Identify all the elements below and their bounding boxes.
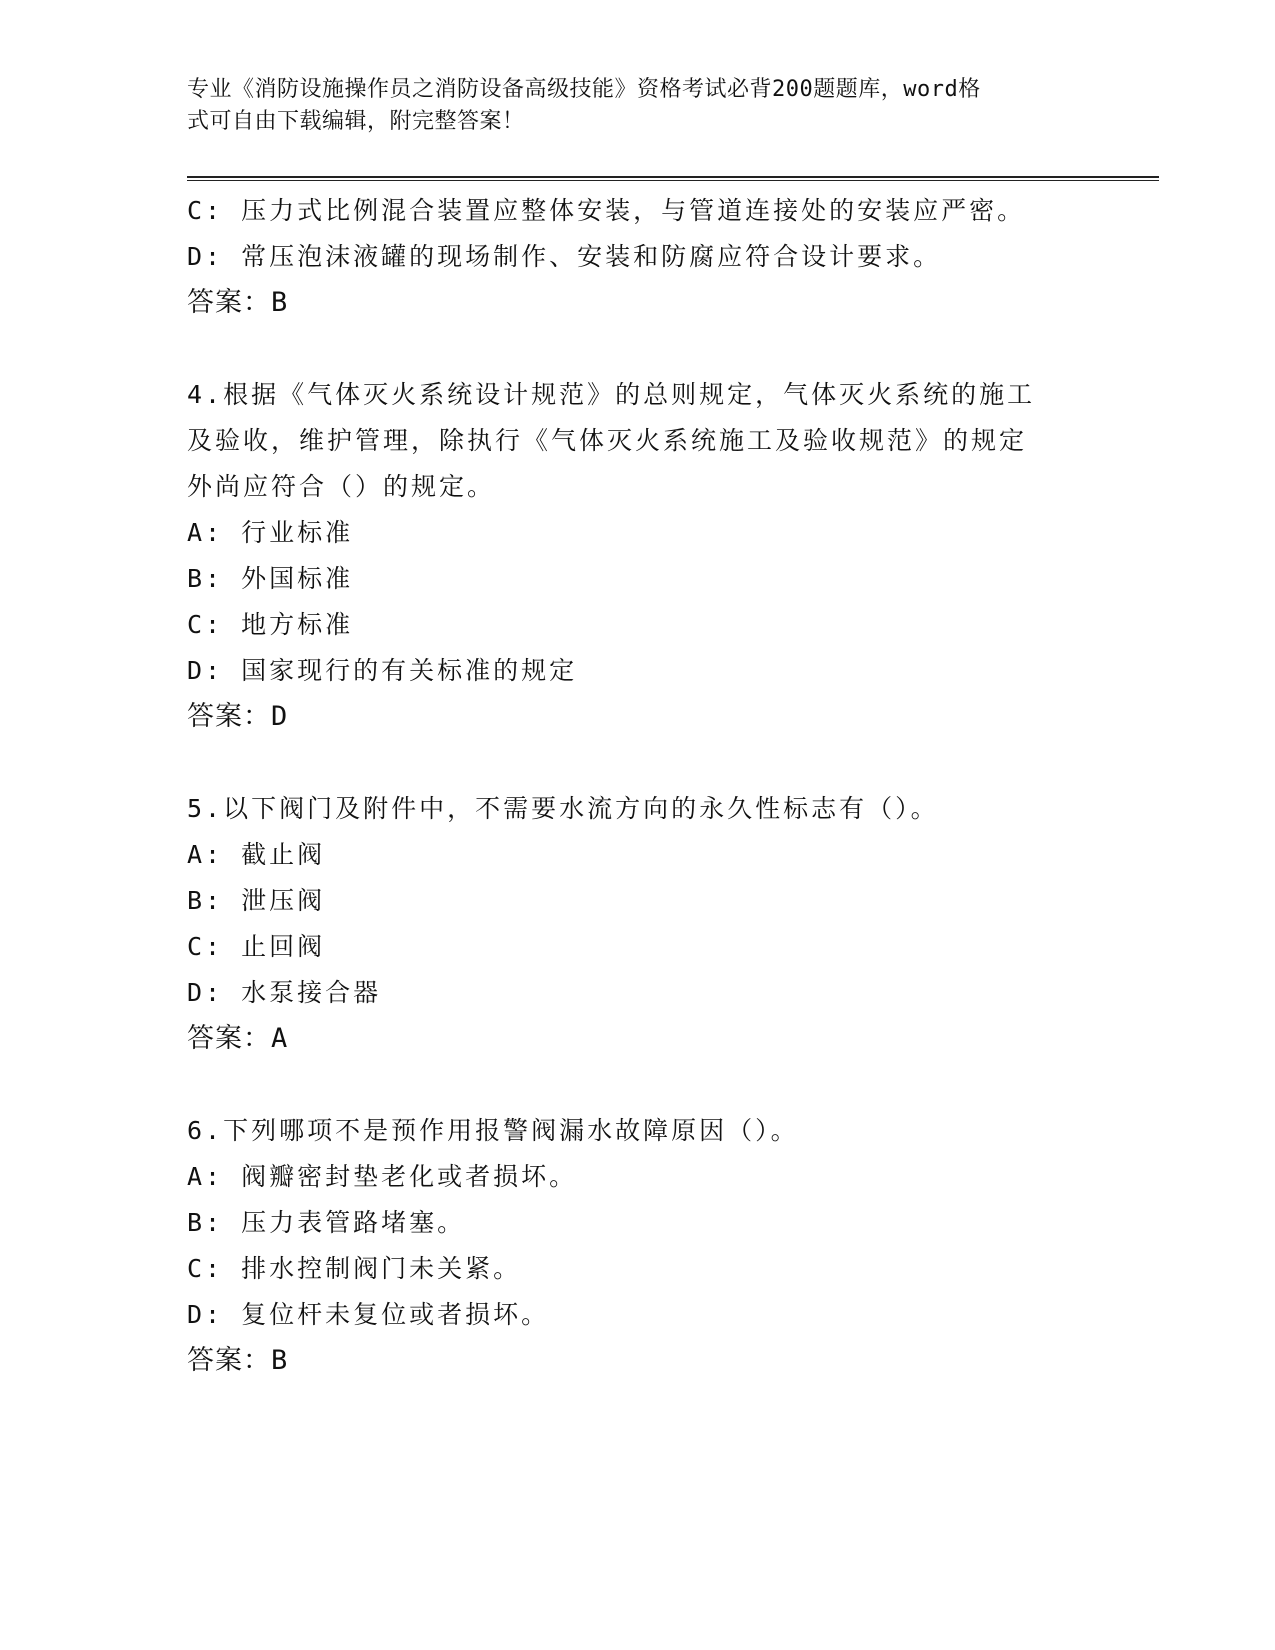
answer-label: 答案：D (187, 701, 289, 732)
option-a: A: 截止阀 (187, 840, 326, 869)
question-3-continued (187, 188, 1087, 326)
option-d: D: 常压泡沫液罐的现场制作、安装和防腐应符合设计要求。 (187, 242, 942, 271)
option-c: C: 地方标准 (187, 610, 354, 639)
answer-label: 答案：A (187, 1023, 289, 1054)
option-b: B: 压力表管路堵塞。 (187, 1208, 466, 1237)
question-4 (187, 372, 1087, 740)
header-divider (187, 176, 1159, 181)
answer-label: 答案：B (187, 287, 289, 318)
answer-label: 答案：B (187, 1345, 289, 1376)
question-5 (187, 786, 1087, 1062)
option-a: A: 行业标准 (187, 518, 354, 547)
spacer (187, 1062, 1087, 1108)
question-6 (187, 1108, 1087, 1384)
spacer (187, 740, 1087, 786)
question-text-line: 及验收，维护管理，除执行《气体灭火系统施工及验收规范》的规定 (187, 426, 1028, 455)
option-d: D: 复位杆未复位或者损坏。 (187, 1300, 550, 1329)
option-c: C: 止回阀 (187, 932, 326, 961)
header-line-2: 式可自由下载编辑，附完整答案！ (187, 109, 525, 134)
question-text-line: 6.下列哪项不是预作用报警阀漏水故障原因（）。 (187, 1116, 799, 1145)
option-c: C: 排水控制阀门未关紧。 (187, 1254, 522, 1283)
question-text-line: 外尚应符合（）的规定。 (187, 472, 496, 501)
question-list (187, 188, 1087, 1384)
option-d: D: 国家现行的有关标准的规定 (187, 656, 578, 685)
option-d: D: 水泵接合器 (187, 978, 382, 1007)
option-c: C: 压力式比例混合装置应整体安装，与管道连接处的安装应严密。 (187, 196, 1026, 225)
option-b: B: 外国标准 (187, 564, 354, 593)
header-line-1: 专业《消防设施操作员之消防设备高级技能》资格考试必背200题题库，word格 (187, 77, 981, 102)
document-header (187, 74, 1077, 138)
question-text-line: 4.根据《气体灭火系统设计规范》的总则规定，气体灭火系统的施工 (187, 380, 1036, 409)
option-b: B: 泄压阀 (187, 886, 326, 915)
question-text-line: 5.以下阀门及附件中，不需要水流方向的永久性标志有（）。 (187, 794, 939, 823)
option-a: A: 阀瓣密封垫老化或者损坏。 (187, 1162, 578, 1191)
spacer (187, 326, 1087, 372)
